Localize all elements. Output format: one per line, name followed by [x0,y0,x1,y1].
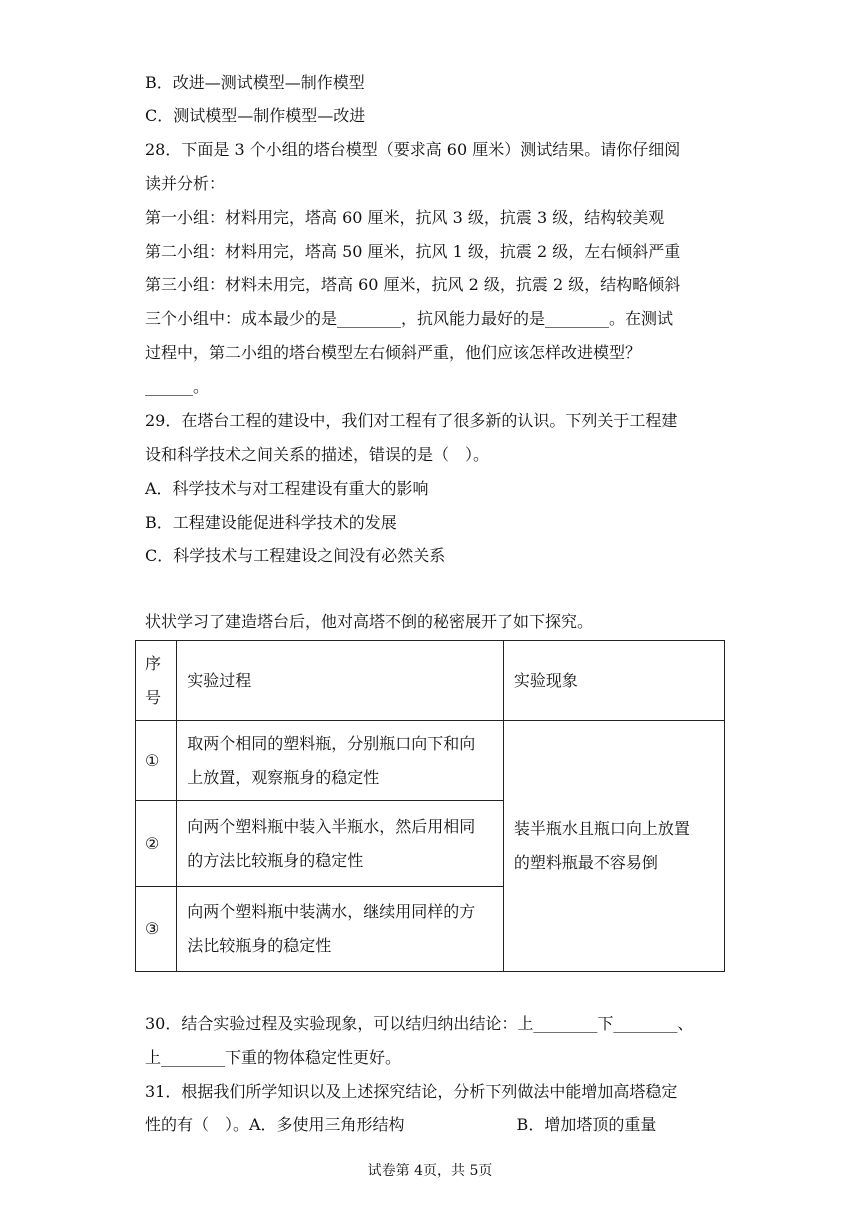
table-row [136,721,725,801]
q28-stem-line1: 28．下面是 3 个小组的塔台模型（要求高 60 厘米）测试结果。请你仔细阅 [145,140,681,159]
experiment-intro: 状状学习了建造塔台后，他对高塔不倒的秘密展开了如下探究。 [145,612,594,631]
row-process-line1: 向两个塑料瓶中装满水，继续用同样的方 [187,902,476,921]
row-process-line2: 上放置，观察瓶身的稳定性 [187,767,380,787]
q29-stem-line1: 29．在塔台工程的建设中，我们对工程有了很多新的认识。下列关于工程建 [145,411,678,430]
table-header-row [136,641,725,721]
page-footer: 试卷第 4页，共 5页 [367,1163,493,1179]
row-process [177,721,504,801]
q28-group2: 第二小组：材料用完，塔高 50 厘米，抗风 1 级，抗震 2 级，左右倾斜严重 [145,242,681,261]
q29-option-c: C．科学技术与工程建设之间没有必然关系 [145,546,446,565]
q27-option-b: B．改进—测试模型—制作模型 [145,73,365,92]
experiment-table [135,640,725,972]
q29-stem-line2: 设和科学技术之间关系的描述，错误的是（ ）。 [145,445,490,464]
q28-question-line1: 三个小组中：成本最少的是________，抗风能力最好的是________。在测试 [145,309,674,328]
q28-question-line2: 过程中，第二小组的塔台模型左右倾斜严重，他们应该怎样改进模型？ [145,343,642,362]
row-no: ② [136,801,177,887]
q31-stem-line1: 31．根据我们所学知识以及上述探究结论，分析下列做法中能增加高塔稳定 [145,1082,678,1101]
q30-stem-line2: 上________下重的物体稳定性更好。 [145,1048,402,1067]
q27-option-c: C．测试模型—制作模型—改进 [145,106,366,125]
q28-stem-line2: 读并分析： [145,174,226,193]
observation-cell [503,721,724,972]
q28-answer-blank: ______。 [145,377,210,396]
q29-option-a: A．科学技术与对工程建设有重大的影响 [145,479,429,498]
header-no-cell [136,641,177,721]
row-no: ③ [136,887,177,972]
row-process-line1: 取两个相同的塑料瓶，分别瓶口向下和向 [187,733,476,753]
row-process [177,887,504,972]
observation-line1: 装半瓶水且瓶口向上放置 [513,819,690,838]
row-process-line2: 的方法比较瓶身的稳定性 [187,850,364,870]
q28-group3: 第三小组：材料未用完，塔高 60 厘米，抗风 2 级，抗震 2 级，结构略倾斜 [145,275,681,294]
header-no-line1: 序 [145,653,162,673]
row-process [177,801,504,887]
observation-line2: 的塑料瓶最不容易倒 [513,853,658,872]
row-no: ① [136,721,177,801]
q29-option-b: B．工程建设能促进科学技术的发展 [145,513,397,532]
row-process-line2: 法比较瓶身的稳定性 [187,936,332,955]
header-no-line2: 号 [145,687,162,707]
q31-stem-line2: 性的有（ ）。A．多使用三角形结构 B．增加塔顶的重量 [145,1115,657,1134]
header-observation: 实验现象 [503,641,724,721]
row-process-line1: 向两个塑料瓶中装入半瓶水，然后用相同 [187,816,476,836]
header-process: 实验过程 [177,641,504,721]
q30-stem-line1: 30．结合实验过程及实验现象，可以结归纳出结论：上________下________、 [145,1014,694,1033]
q28-group1: 第一小组：材料用完，塔高 60 厘米，抗风 3 级，抗震 3 级，结构较美观 [145,208,665,227]
